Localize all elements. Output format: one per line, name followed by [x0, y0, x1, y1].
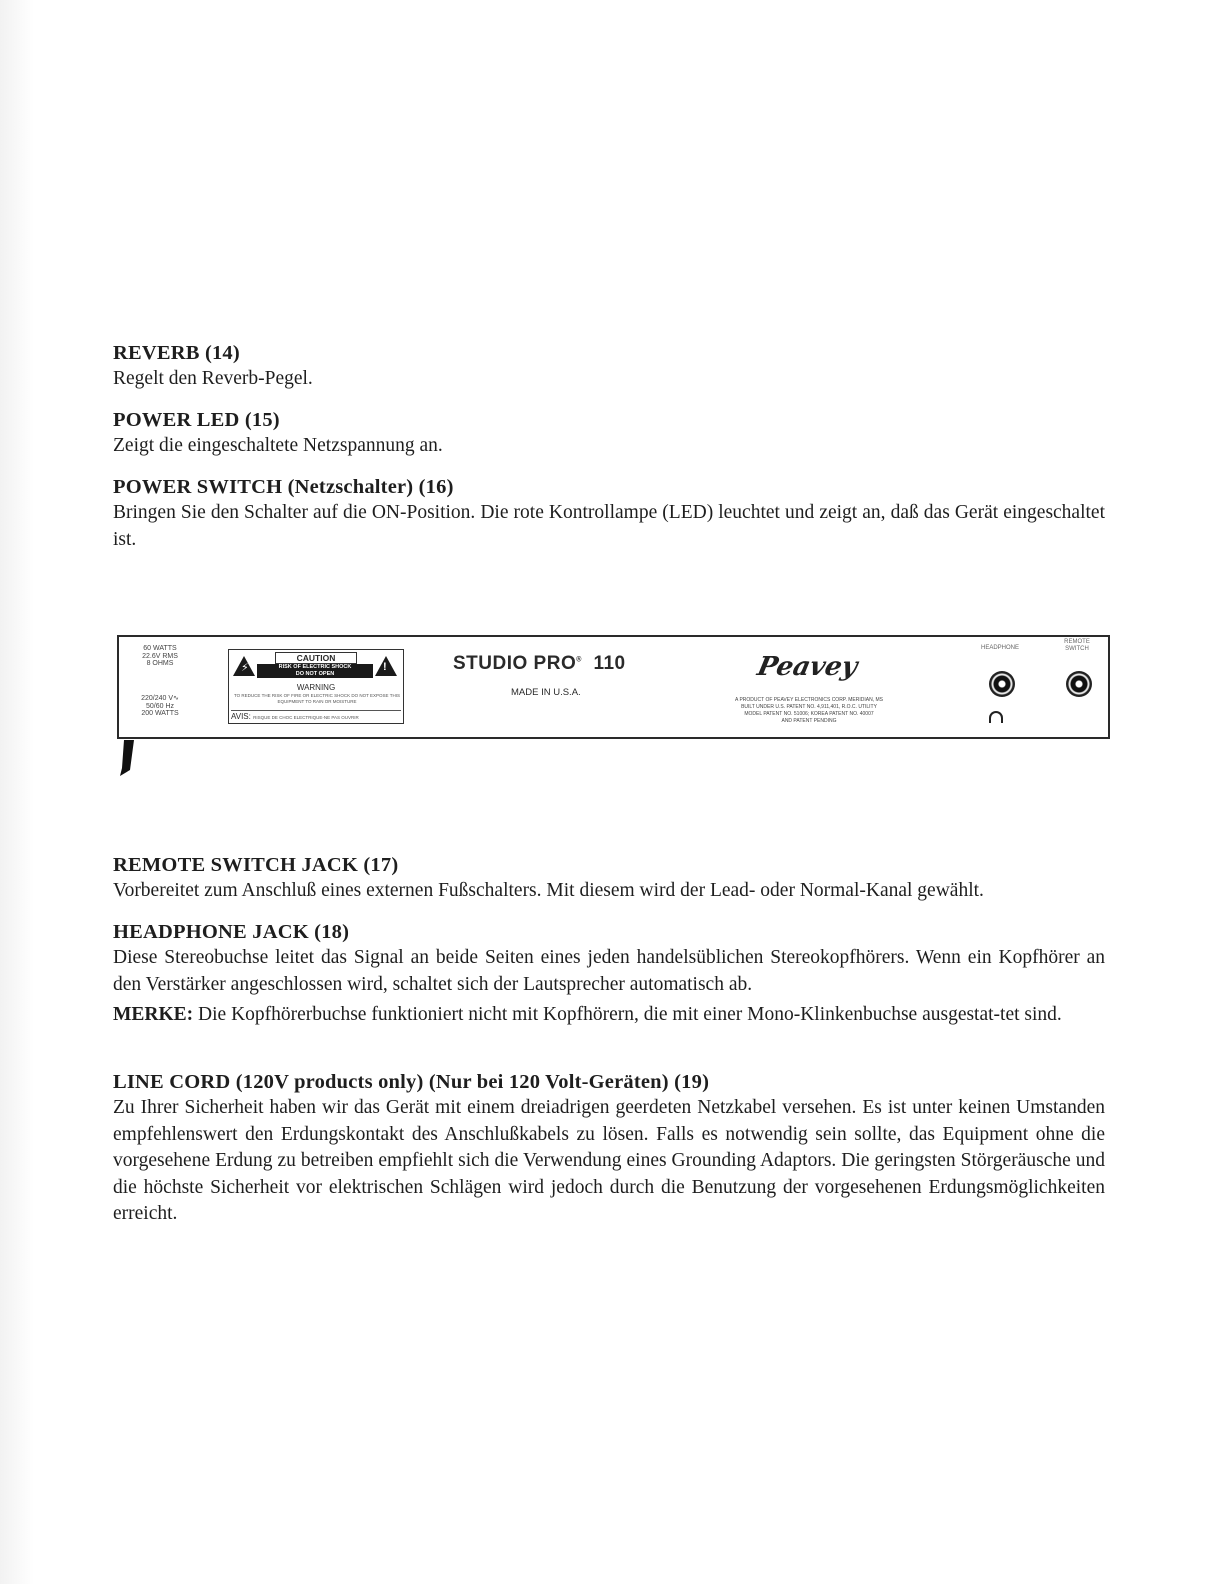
section-text: Zu Ihrer Sicherheit haben wir das Gerät mit einem dreiadrigen geerdeten Netzkabel versehen. Es ist unter keinen Umstanden empfehlenswert den Erdungskontakt des Anschlußkabels zu lösen. Falls es notwendig sein sollte, das Equipment ohne die vorgesehene Erdung zu betreiben empfiehlt sich die Verwendung eines Grounding Adaptors. Die geringsten Störgeräusche und die höchste Sicherheit vor elektrischen Schlägen wird jedoch durch die Benutzung der vorgesehenen Erdungsmöglichkeiten erreicht. [113, 1097, 1105, 1224]
registered-mark: ® [576, 656, 582, 664]
legal-line: A PRODUCT OF PEAVEY ELECTRONICS CORP. MERIDIAN, MS [735, 697, 883, 703]
spec-line: 220/240 V∿ [141, 695, 179, 702]
section-text: Zeigt die eingeschaltete Netzspannung an. [113, 435, 443, 456]
section-heading: POWER LED (15) [113, 409, 280, 431]
spec-line: 200 WATTS [141, 710, 179, 717]
avis-label: AVIS: [231, 712, 251, 721]
legal-line: MODEL PATENT NO. 51006; KOREA PATENT NO. 40007 [744, 711, 874, 717]
section-heading: HEADPHONE JACK (18) [113, 921, 350, 943]
spec-line: 22.6V RMS [142, 652, 178, 660]
section-line-cord [113, 1069, 1105, 1228]
section-text: Vorbereitet zum Anschluß eines externen Fußschalters. Mit diesem wird der Lead- oder Normal-Kanal gewählt. [113, 880, 984, 901]
section-power-switch [113, 474, 1105, 553]
headphone-icon [989, 711, 1003, 723]
remote-switch-label [1049, 639, 1105, 653]
section-remote-switch-jack [113, 852, 1105, 905]
caution-title: CAUTION [275, 652, 357, 664]
peavey-logo [754, 643, 861, 687]
made-in-label: MADE IN U.S.A. [511, 687, 581, 698]
rear-panel-illustration [117, 635, 1110, 739]
remote-label-line: REMOTE [1064, 639, 1090, 645]
warning-label: WARNING [296, 683, 336, 692]
caution-bar-line: RISK OF ELECTRIC SHOCK [278, 664, 352, 670]
warning-triangle-icon: ! [375, 656, 397, 676]
remote-switch-jack [1066, 671, 1092, 697]
logo-text: Peavey [754, 651, 861, 682]
section-text: Bringen Sie den Schalter auf die ON-Position. Die rote Kontrollampe (LED) leuchtet und zeigt an, daß das Gerät eingeschaltet ist. [113, 502, 1105, 550]
merke-note [113, 1002, 1105, 1029]
section-heading: POWER SWITCH (Netzschalter) (16) [113, 476, 454, 498]
remote-label-line: SWITCH [1065, 646, 1089, 652]
headphone-jack [989, 671, 1015, 697]
section-headphone-jack [113, 919, 1105, 1029]
model-text: STUDIO PRO [453, 653, 577, 674]
section-reverb [113, 340, 1105, 393]
section-text: Diese Stereobuchse leitet das Signal an beide Seiten eines jeden handelsüblichen Stereokopfhörers. Wenn ein Kopfhörer an den Verstärker angeschlossen wird, schaltet sich der Lautsprecher automatisch ab. [113, 947, 1105, 995]
power-spec-top [125, 645, 195, 668]
caution-bar-line: DO NOT OPEN [295, 671, 335, 677]
section-text: Regelt den Reverb-Pegel. [113, 368, 313, 389]
legal-line: BUILT UNDER U.S. PATENT NO. 4,911,401, R.O.C. UTILITY [741, 704, 877, 710]
spec-line: 50/60 Hz [145, 702, 175, 710]
line-cord-icon [118, 740, 138, 776]
warning-triangle-icon: ⚡ [233, 656, 255, 676]
merke-label: MERKE: [113, 1004, 194, 1025]
avis-text: RISQUE DE CHOC ELECTRIQUE-NE PAS OUVRIR [253, 715, 359, 720]
spec-line: 60 WATTS [143, 645, 177, 652]
legal-text [699, 697, 919, 725]
legal-line: AND PATENT PENDING [781, 718, 837, 724]
section-power-led [113, 407, 1105, 460]
model-name [453, 653, 626, 675]
headphone-label: HEADPHONE [980, 645, 1019, 651]
avis-line [231, 710, 401, 721]
caution-label [228, 649, 404, 724]
warning-text: TO REDUCE THE RISK OF FIRE OR ELECTRIC SHOCK DO NOT EXPOSE THIS EQUIPMENT TO RAIN OR MOISTURE [234, 693, 400, 704]
section-heading: REVERB (14) [113, 342, 240, 364]
spec-line: 8 OHMS [146, 660, 174, 667]
power-spec-bottom [125, 695, 195, 718]
page-edge-shadow [0, 0, 34, 1584]
caution-bar [257, 664, 373, 678]
merke-text: Die Kopfhörerbuchse funktioniert nicht mit Kopfhörern, die mit einer Mono-Klinkenbuchse ausgestat-tet sind. [193, 1004, 1062, 1025]
model-number: 110 [593, 653, 626, 674]
section-heading: LINE CORD (120V products only) (Nur bei 120 Volt-Geräten) (19) [113, 1071, 710, 1093]
section-heading: REMOTE SWITCH JACK (17) [113, 854, 399, 876]
